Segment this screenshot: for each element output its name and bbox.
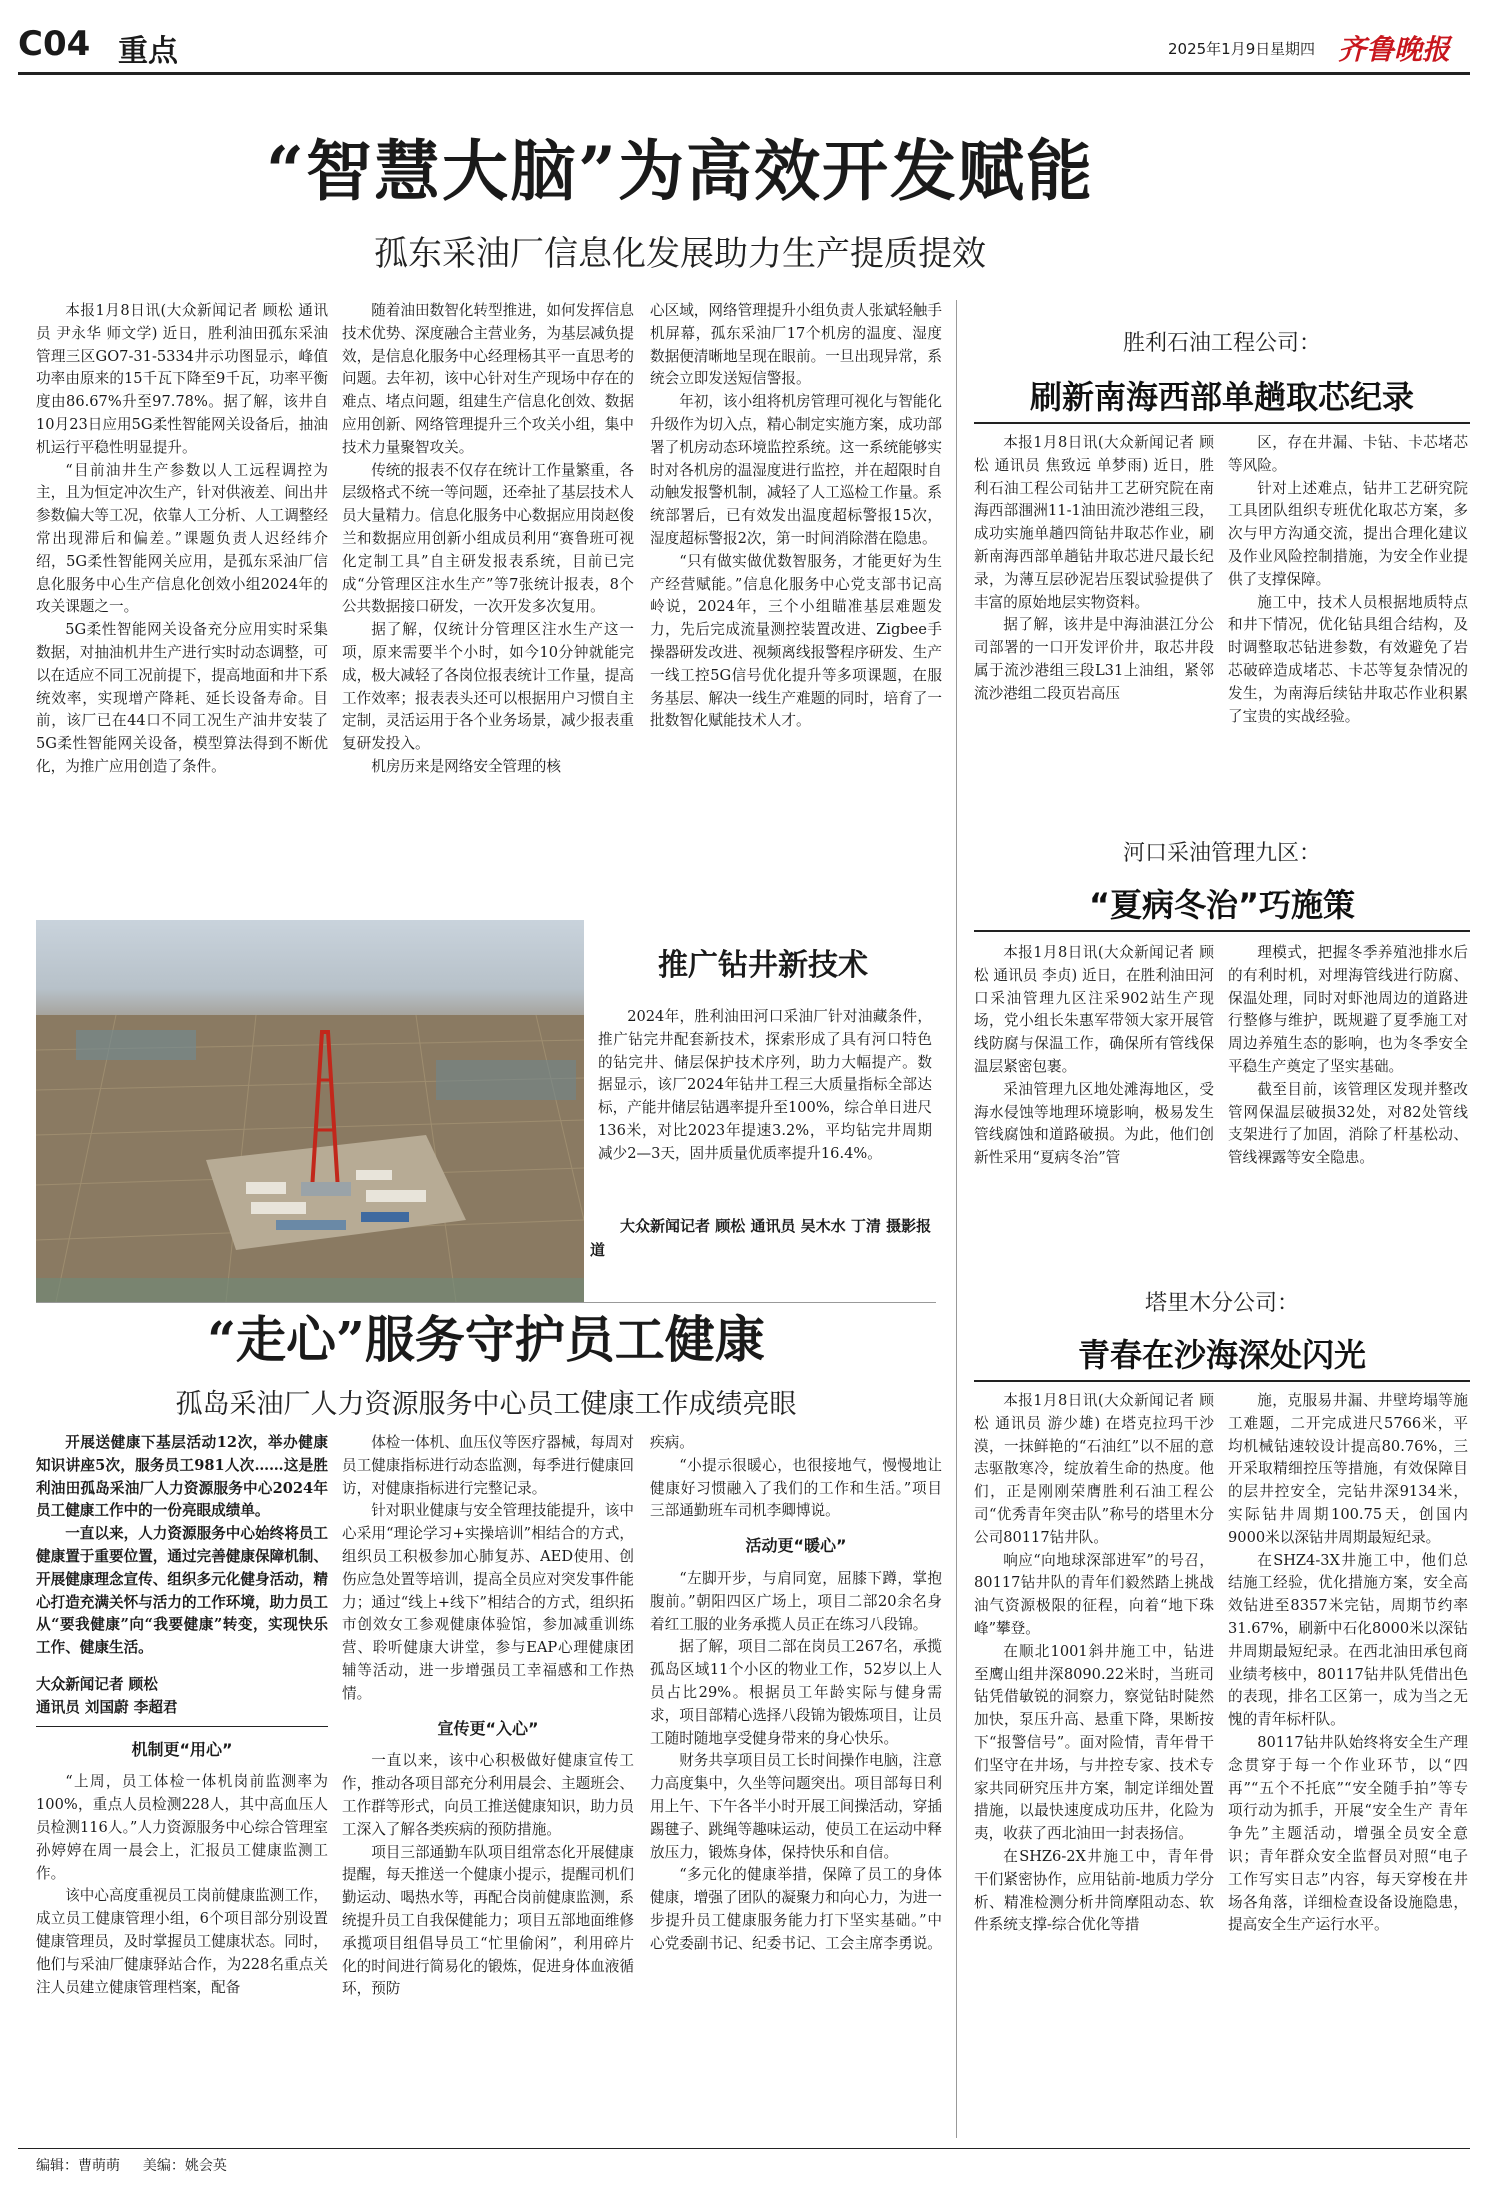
article-2-body (598, 1006, 932, 1206)
article-6-lead: 开展送健康下基层活动12次，举办健康知识讲座5次，服务员工981人次……这是胜利油田孤岛采油厂人力资源服务中心2024年员工健康工作中的一份亮眼成绩单。 (36, 1434, 328, 1520)
article-6-col-1-body (36, 1771, 328, 1999)
article-6-credit-1: 大众新闻记者 顾松 (36, 1675, 158, 1693)
paragraph: 本报1月8日讯(大众新闻记者 顾松 通讯员 焦致远 单梦雨) 近日，胜利石油工程公司钻井工艺研究院在南海西部涠洲11-1油田流沙港组三段，成功实施单趟四筒钻井取芯作业，刷新南海西部单趟钻井取芯进尺最长纪录，为薄互层砂泥岩压裂试验提供了丰富的原始地层实物资料。 (974, 434, 1214, 611)
article-6-subtitle: 孤岛采油厂人力资源服务中心员工健康工作成绩亮眼 (175, 1389, 797, 1420)
article-3-kicker: 胜利石油工程公司： (1122, 331, 1321, 356)
article-6-para: 一直以来，人力资源服务中心始终将员工健康置于重要位置，通过完善健康保障机制、开展健康理念宣传、组织多元化健身活动，精心打造充满关怀与活力的工作环境，助力员工从“要我健康”向“我要健康”转变，实现快乐工作、健康生活。 (36, 1525, 328, 1657)
article-4-col-1 (974, 942, 1214, 1270)
paper-logo: 齐鲁晚报 (1338, 33, 1451, 66)
paragraph: 据了解，该井是中海油湛江分公司部署的一口开发评价井，取芯井段属于流沙港组三段L31上油组，紧邻流沙港组二段页岩高压 (974, 616, 1214, 702)
paragraph: 区，存在井漏、卡钻、卡芯堵芯等风险。 (1228, 434, 1468, 474)
paragraph: 本报1月8日讯(大众新闻记者 顾松 通讯员 李贞) 近日，在胜利油田河口采油管理九区注采902站生产现场，党小组长朱惠军带领大家开展管线防腐与保温工作，确保所有管线保温层紧密包裹。 (974, 944, 1214, 1075)
article-6-col-3-body (650, 1432, 942, 1523)
header (0, 0, 1488, 70)
article-3-col-1 (974, 432, 1214, 807)
article-1-para: 年初，该小组将机房管理可视化与智能化升级作为切入点，精心制定实施方案，成功部署了机房动态环境监控系统。这一系统能够实时对各机房的温湿度进行监控，并在超限时自动触发报警机制，减轻了人工巡检工作量。系统部署后，已有效发出温度超标警报15次，湿度超标警报2次，第一时间消除潜在隐患。 (650, 393, 942, 547)
paragraph: 针对上述难点，钻井工艺研究院工具团队组织专班优化取芯方案，多次与甲方沟通交流，提出合理化建议及作业风险控制措施，为安全作业提供了支撑保障。 (1228, 479, 1468, 588)
paragraph: 截至目前，该管理区发现并整改管网保温层破损32处，对82处管线支架进行了加固，消除了杆基松动、管线裸露等安全隐患。 (1228, 1080, 1468, 1167)
paragraph: “上周，员工体检一体机岗前监测率为100%，重点人员检测228人，其中高血压人员检测116人。”人力资源服务中心综合管理室孙婷婷在周一晨会上，汇报员工健康监测工作。 (36, 1773, 328, 1882)
article-1-para: “目前油井生产参数以人工远程调控为主，且为恒定冲次生产，针对供液差、间出井参数偏大等工况，依靠人工分析、人工调整经常出现滞后和偏差。”课题负责人迟经纬介绍，5G柔性智能网关应用，是孤东采油厂信息化服务中心生产信息化创效小组2024年的攻关课题之一。 (36, 461, 328, 616)
paragraph: 响应“向地球深部进军”的号召，80117钻井队的青年们毅然踏上挑战油气资源极限的征程，向着“地下珠峰”攀登。 (974, 1551, 1214, 1637)
article-1-col-3 (650, 300, 942, 910)
editor-credit: 编辑：曹萌萌 (36, 2158, 120, 2174)
article-1-para: 据了解，仅统计分管理区注水生产这一项，原来需要半个小时，如今10分钟就能完成，极大减轻了各岗位报表统计工作量，提高工作效率；报表表头还可以根据用户习惯自主定制，灵活运用于各个业务场景，减少报表重复研发投入。 (342, 621, 634, 753)
article-3-col-2 (1228, 432, 1468, 807)
section-heading-activities: 活动更“暖心” (745, 1536, 847, 1556)
article-6-col-1 (36, 1432, 328, 2138)
article-5-col-1 (974, 1390, 1214, 2138)
canal (36, 1278, 584, 1302)
article-6-col-3-body-2 (650, 1568, 942, 1956)
article-5-title: 青春在沙海深处闪光 (1077, 1336, 1366, 1374)
header-rule (18, 72, 1470, 75)
pond (436, 1060, 576, 1100)
credit-rule (36, 1726, 328, 1727)
oilfield-photo (36, 920, 584, 1302)
article-1-title: “智慧大脑”为高效开发赋能 (266, 132, 1094, 210)
issue-date: 2025年1月9日 (1168, 40, 1271, 58)
article-3-rule (974, 422, 1470, 424)
paragraph: 在SHZ4-3X井施工中，他们总结施工经验，优化措施方案，安全高效钻进至8357米完钻，周期节约率31.67%，刷新中石化8000米以深钻井周期最短纪录。在西北油田承包商业绩考核中，80117钻井队凭借出色的表现，排名工区第一，成为当之无愧的青年标杆队。 (1228, 1551, 1468, 1729)
article-6-col-2-body (342, 1432, 634, 1706)
article-5-kicker: 塔里木分公司： (1144, 1291, 1299, 1316)
paragraph: 理模式，把握冬季养殖池排水后的有利时机，对埋海管线进行防腐、保温处理，同时对虾池周边的道路进行整修与维护，既规避了夏季施工对周边养殖生态的影响，也为冬季安全平稳生产奠定了坚实基础。 (1228, 944, 1468, 1075)
paragraph: 一直以来，该中心积极做好健康宣传工作，推动各项目部充分利用晨会、主题班会、工作群等形式，向员工推送健康知识，助力员工深入了解各类疾病的预防措施。 (342, 1752, 634, 1838)
article-1-para: 机房历来是网络安全管理的核 (371, 757, 561, 775)
article-6-col-3 (650, 1432, 942, 2138)
article-6-credit-2: 通讯员 刘国蔚 李超君 (36, 1698, 178, 1716)
article-1-col-1 (36, 300, 328, 910)
paragraph: 疾病。 (650, 1434, 694, 1451)
paragraph: 据了解，项目二部在岗员工267名，承揽孤岛区域11个小区的物业工作，52岁以上人员占比29%。根据员工年龄实际与健身需求，项目部精心选择八段锦为锻炼项目，让员工随时随地享受健身带来的身心快乐。 (650, 1638, 942, 1747)
article-2-credit: 大众新闻记者 顾松 通讯员 吴木水 丁清 摄影报道 (590, 1217, 932, 1259)
footer-rule (18, 2148, 1470, 2149)
section-heading-mechanism: 机制更“用心” (131, 1739, 233, 1759)
article-4-kicker: 河口采油管理九区： (1122, 841, 1321, 866)
paragraph: 体检一体机、血压仪等医疗器械，每周对员工健康指标进行动态监测，每季进行健康回访，对健康指标进行完整记录。 (342, 1434, 634, 1497)
paragraph: 80117钻井队始终将安全生产理念贯穿于每一个作业环节，以“四再”“五个不托底”“安全随手拍”等专项行动为抓手，开展“安全生产 青年争先”主题活动，增强全员安全意识；青年群众安全监督员对照“电子工作写实日志”内容，每天穿梭在井场各角落，详细检查设备设施隐患，提高安全生产运行水平。 (1228, 1733, 1468, 1934)
designer-credit: 美编：姚会英 (142, 2158, 227, 2174)
article-4-col-2 (1228, 942, 1468, 1270)
article-3-title: 刷新南海西部单趟取芯纪录 (1029, 378, 1414, 416)
article-4-rule (974, 930, 1470, 932)
issue-weekday: 星期四 (1270, 40, 1316, 58)
paragraph: “多元化的健康举措，保障了员工的身体健康，增强了团队的凝聚力和向心力，为进一步提升员工健康服务能力打下坚实基础。”中心党委副书记、纪委书记、工会主席李勇说。 (650, 1866, 942, 1952)
article-1-para: 5G柔性智能网关设备充分应用实时采集数据，对抽油机井生产进行实时动态调整，可以在适应不同工况前提下，提高地面和井下系统效率，实现增产降耗、延长设备寿命。目前，该厂已在44口不同工况生产油井安装了5G柔性智能网关设备，模型算法得到不断优化，为推广应用创造了条件。 (36, 621, 328, 775)
article-5-col-2 (1228, 1390, 1468, 2138)
article-2-title: 推广钻井新技术 (658, 948, 868, 983)
paragraph: 本报1月8日讯(大众新闻记者 顾松 通讯员 游少雄) 在塔克拉玛干沙漠，一抹鲜艳的“石油红”以不屈的意志驱散寒冷，绽放着生命的热度。他们，正是刚刚荣膺胜利石油工程公司“优秀青年突击队”称号的塔里木分公司80117钻井队。 (974, 1392, 1214, 1546)
paragraph: 在顺北1001斜井施工中，钻进至鹰山组井深8090.22米时，当班司钻凭借敏锐的洞察力，察觉钻时陡然加快，泵压升高、悬重下降，果断按下“报警信号”。面对险情，青年骨干们坚守在井场，与井控专家、技术专家共同研究压井方案，制定详细处置措施，以最快速度成功压井，化险为夷，收获了西北油田一封表扬信。 (974, 1642, 1214, 1843)
article-6-col-2-body-2 (342, 1750, 634, 2001)
paragraph: “左脚开步，与肩同宽，屈膝下蹲，掌抱腹前。”朝阳四区广场上，项目二部20余名身着红工服的业务承揽人员正在练习八段锦。 (650, 1569, 942, 1633)
article-6-title: “走心”服务守护员工健康 (207, 1310, 765, 1369)
oilfield-photo-drawing (36, 920, 584, 1302)
article-1-subtitle: 孤东采油厂信息化发展助力生产提质提效 (374, 234, 986, 274)
section-name: 重点 (118, 34, 178, 69)
paragraph: 施，克服易井漏、井壁垮塌等施工难题，二开完成进尺5766米，平均机械钻速较设计提高80.76%，三开采取精细控压等措施，有效保障目的层井控安全，完钻井深9134米，实际钻井周期100.75天，创国内9000米以深钻井周期最短纪录。 (1228, 1392, 1468, 1546)
article-1-col-2 (342, 300, 634, 910)
section-number: C04 (18, 24, 91, 64)
paragraph: 该中心高度重视员工岗前健康监测工作，成立员工健康管理小组，6个项目部分别设置健康管理员，及时掌握员工健康状态。同时，他们与采油厂健康驿站合作，为228名重点关注人员建立健康管理档案，配备 (36, 1887, 328, 1996)
paragraph: 采油管理九区地处滩海地区，受海水侵蚀等地理环境影响，极易发生管线腐蚀和道路破损。为此，他们创新性采用“夏病冬治”管 (974, 1080, 1214, 1167)
column-divider (956, 300, 957, 2138)
paragraph: 财务共享项目员工长时间操作电脑，注意力高度集中，久坐等问题突出。项目部每日利用上午、下午各半小时开展工间操活动，穿插踢毽子、跳绳等趣味运动，使员工在运动中释放压力，锻炼身体，保持快乐和自信。 (650, 1752, 942, 1861)
article-6-col-2 (342, 1432, 634, 2138)
article-1-para: 心区域，网络管理提升小组负责人张斌轻触手机屏幕，孤东采油厂17个机房的温度、湿度数据便清晰地呈现在眼前。一旦出现异常，系统会立即发送短信警报。 (650, 302, 942, 388)
footer (36, 2155, 227, 2175)
paragraph: 项目三部通勤车队项目组常态化开展健康提醒，每天推送一个健康小提示，提醒司机们勤运动、喝热水等，再配合岗前健康监测，系统提升员工自我保健能力；项目五部地面维修承揽项目组倡导员工“忙里偷闲”，利用碎片化的时间进行简易化的锻炼，促进身体血液循环，预防 (342, 1843, 634, 1998)
article-2-para: 2024年，胜利油田河口采油厂针对油藏条件，推广钻完井配套新技术，探索形成了具有河口特色的钻完井、储层保护技术序列，助力大幅提产。数据显示，该厂2024年钻井工程三大质量指标全部达标，产能井储层钻遇率提升至100%，综合单日进尺136米，对比2023年提速3.2%，平均钻完井周期减少2—3天，固井质量优质率提升16.4%。 (598, 1008, 932, 1162)
article-4-title: “夏病冬治”巧施策 (1088, 886, 1356, 924)
article-5-rule (974, 1380, 1470, 1382)
paragraph: “小提示很暖心，也很接地气，慢慢地让健康好习惯融入了我们的工作和生活。”项目三部通勤班车司机李卿博说。 (650, 1456, 942, 1520)
paragraph: 在SHZ6-2X井施工中，青年骨干们紧密协作，应用钻前-地质力学分析、精准检测分析井筒摩阻动态、软件系统支撑-综合优化等措 (974, 1847, 1214, 1934)
paragraph: 针对职业健康与安全管理技能提升，该中心采用“理论学习+实操培训”相结合的方式，组织员工积极参加心肺复苏、AED使用、创伤应急处置等培训，提高全员应对突发事件能力；通过“线上+线下”相结合的方式，组织拓市创效女工参观健康体验馆，参加减重训练营、聆听健康大讲堂，参与EAP心理健康团辅等活动，进一步增强员工幸福感和工作热情。 (342, 1502, 634, 1702)
article-1-para: 本报1月8日讯(大众新闻记者 顾松 通讯员 尹永华 师文学) 近日，胜利油田孤东采油管理三区GO7-31-5334井示功图显示，峰值功率由原来的15千瓦下降至9千瓦，功率平衡度由86.67%升至97.78%。据了解，该井自10月23日应用5G柔性智能网关设备后，抽油机运行平稳性明显提升。 (36, 302, 328, 456)
section-heading-publicity: 宣传更“入心” (437, 1718, 539, 1738)
article-1-para: “只有做实做优数智服务，才能更好为生产经营赋能。”信息化服务中心党支部书记高岭说，2024年，三个小组瞄准基层难题发力，先后完成流量测控装置改进、Zigbee手操器研发改进、视频离线报警程序研发、生产一线工控5G信号优化提升等多项课题，在服务基层、解决一线生产难题的同时，培育了一批数智化赋能技术人才。 (650, 552, 942, 730)
paragraph: 施工中，技术人员根据地质特点和井下情况，优化钻具组合结构，及时调整取芯钻进参数，有效避免了岩芯破碎造成堵芯、卡芯等复杂情况的发生，为南海后续钻井取芯作业积累了宝贵的实战经验。 (1228, 593, 1468, 725)
article-1-para: 随着油田数智化转型推进，如何发挥信息技术优势、深度融合主营业务，为基层减负提效，是信息化服务中心经理杨其平一直思考的问题。去年初，该中心针对生产现场中存在的难点、堵点问题，组建生产信息化创效、数据应用创新、网络管理提升三个攻关小组，集中技术力量聚智攻关。 (342, 302, 634, 456)
pond (76, 1030, 196, 1060)
article-1-para: 传统的报表不仅存在统计工作量繁重，各层级格式不统一等问题，还牵扯了基层技术人员大量精力。信息化服务中心数据应用岗赵俊兰和数据应用创新小组成员利用“赛鲁班可视化定制工具”自主研发报表系统，目前已完成“分管理区注水生产”等7张统计报表，8个公共数据接口研发，一次开发多次复用。 (342, 461, 634, 616)
